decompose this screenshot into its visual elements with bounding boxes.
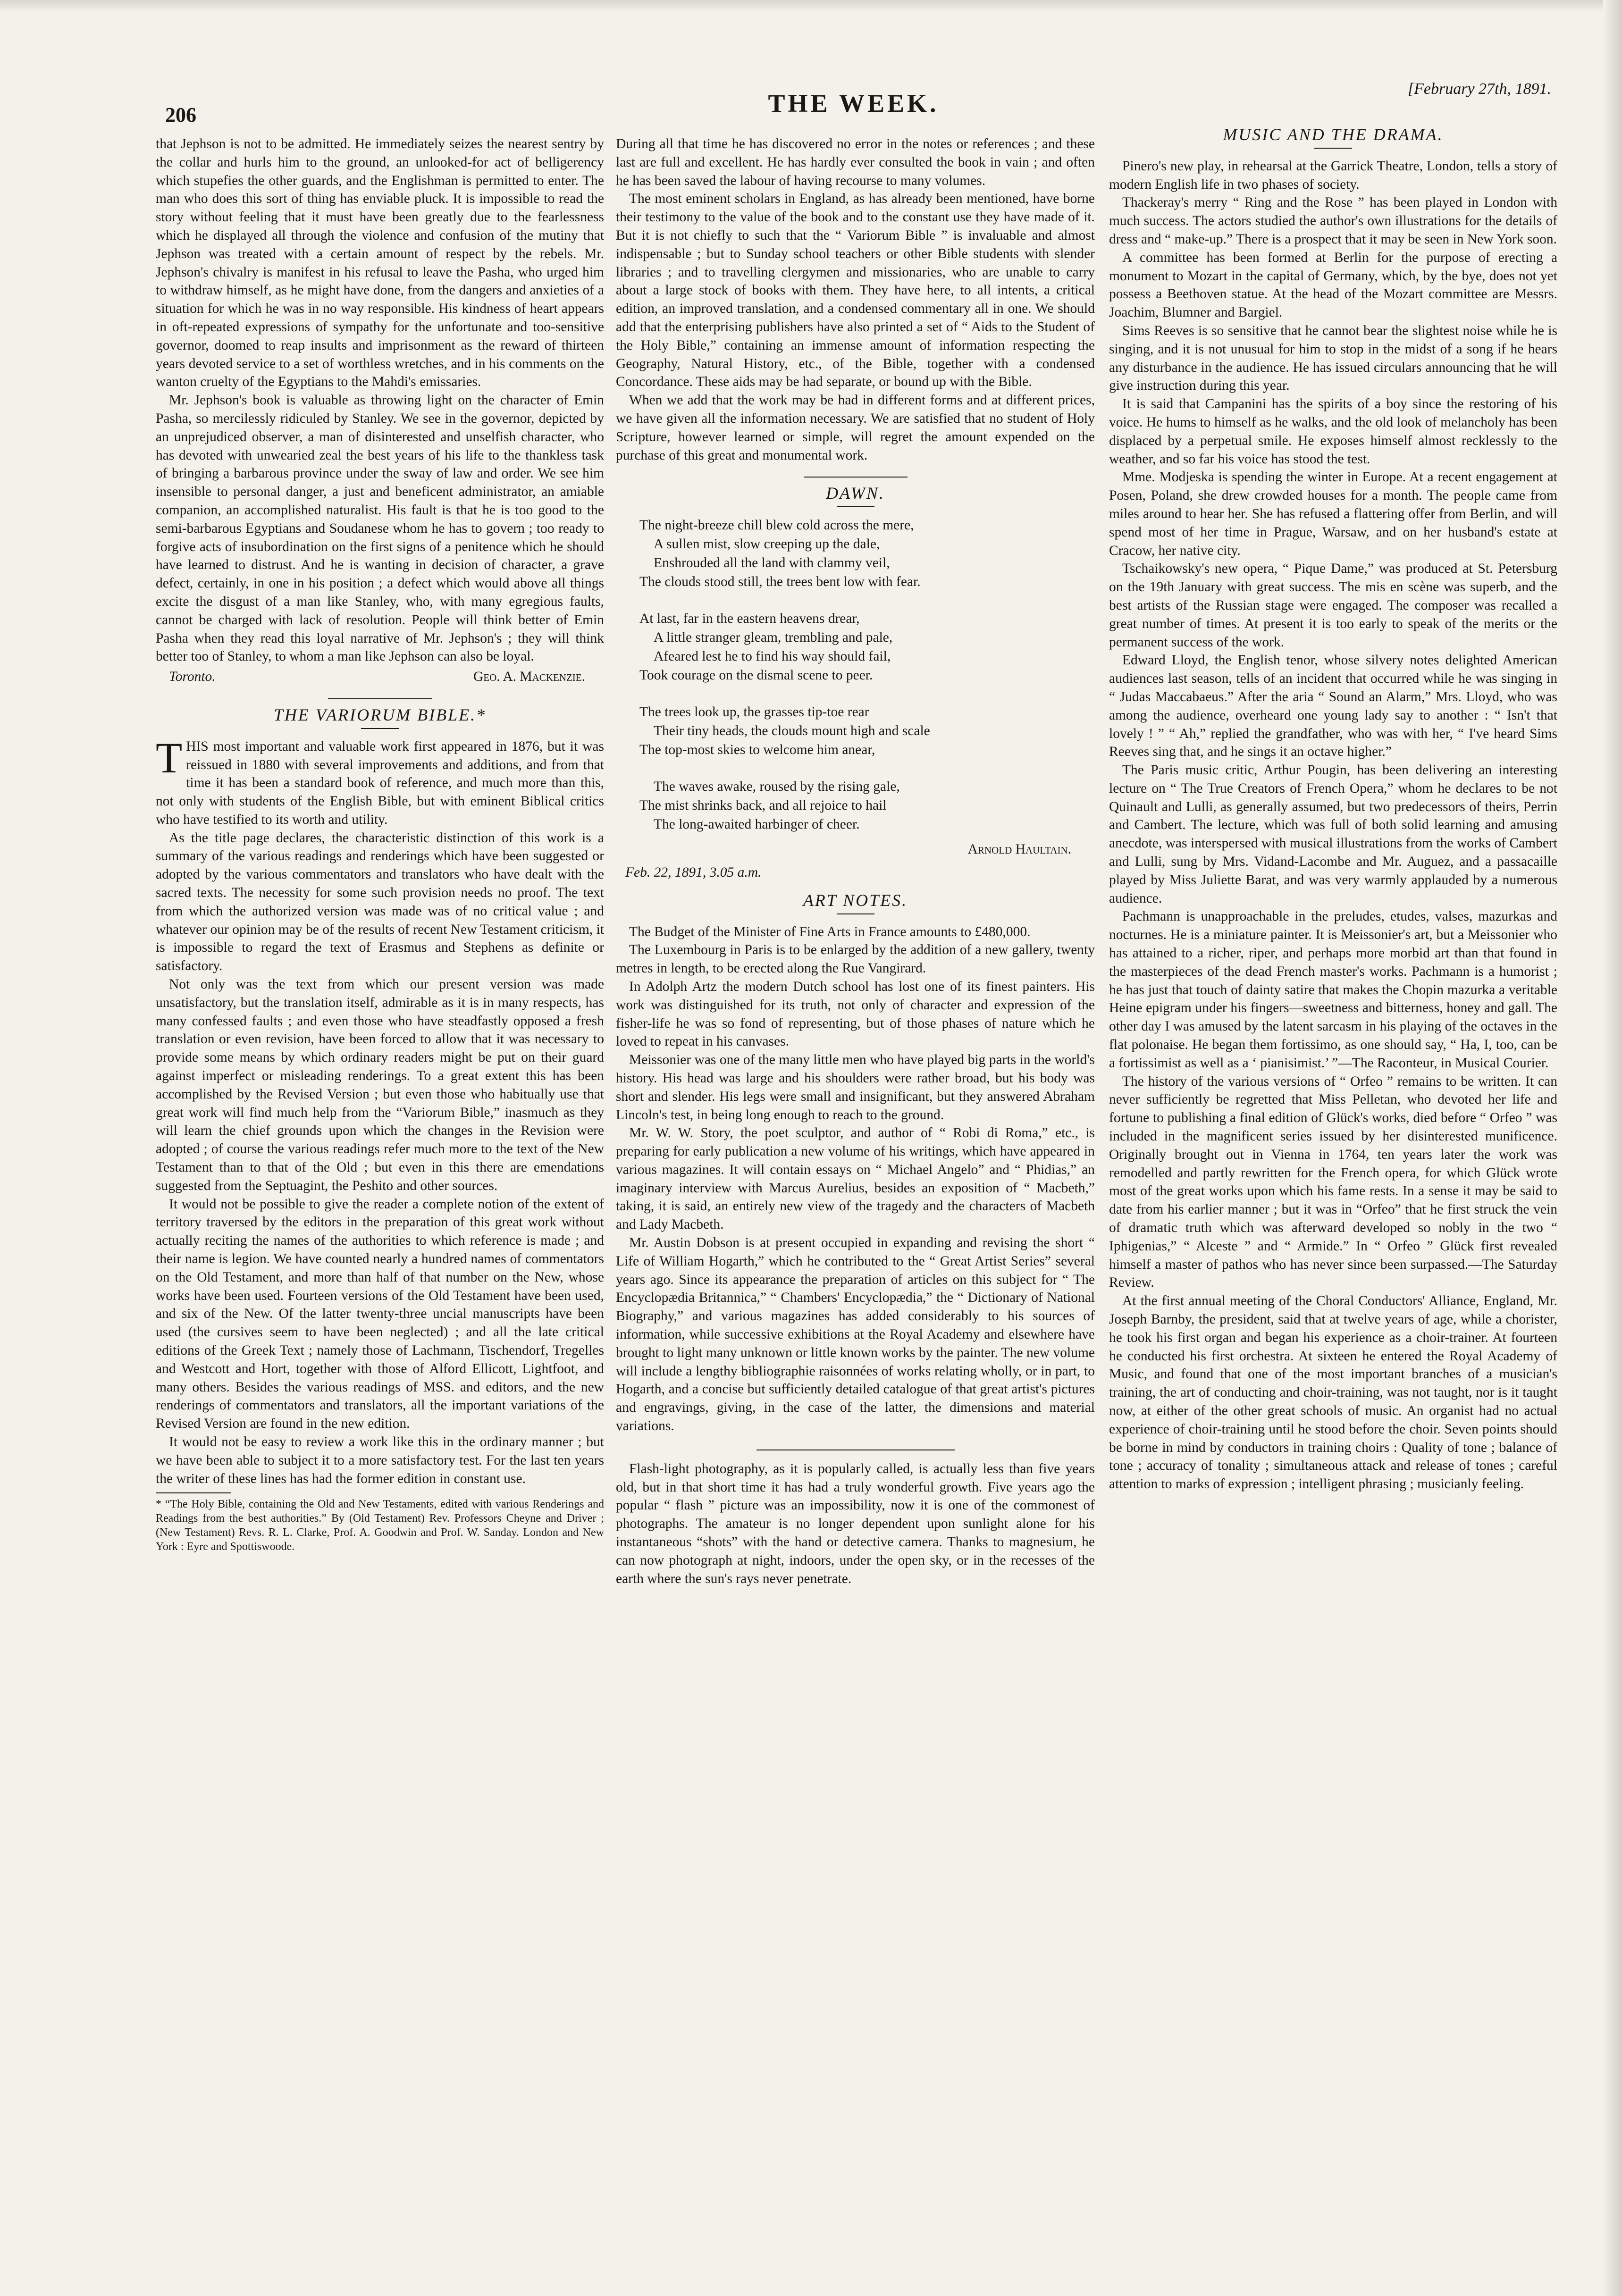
drop-cap: T — [156, 733, 183, 782]
music-note: Pachmann is unapproachable in the preludes, etudes, valses, mazurkas and nocturnes. He is a miniature painter. It is Meissonier's art, but a Meissonier who has attained to a richer, riper, and perhaps more morbid art than that found in the masterpieces of the dead French master's works. Pachmann is a humorist ; he has just that touch of dainty satire that makes the Chopin mazurka a veritable Heine epigram under his fingers—sweetness and bitterness, honey and gall. The other day I was amused by the latent sarcasm in his playing of the octaves in the flat polonaise. He began them fortissimo, as one should say, “ Ha, I, too, can be a fortissimist as well as a ‘ pianisimist.’ ”—The Raconteur, in Musical Courier. — [1109, 909, 1557, 1071]
music-note: Sims Reeves is so sensitive that he cannot bear the slightest noise while he is singing, and it is not unusual for him to stop in the midst of a song if he hears any disturbance in the audience. He has issued circulars announcing that he will give instruction during this year. — [1109, 323, 1557, 394]
poem-line: Enshrouded all the land with clammy veil, — [654, 555, 890, 571]
poem-line: At last, far in the eastern heavens drear, — [639, 611, 860, 627]
art-note: The Budget of the Minister of Fine Arts in France amounts to £480,000. — [629, 924, 1031, 939]
column-1 — [156, 135, 604, 1554]
heading-underline — [1314, 148, 1352, 149]
poem-line: The top-most skies to welcome him anear, — [639, 742, 875, 758]
article-heading: THE VARIORUM BIBLE.* — [273, 705, 487, 724]
heading-underline — [837, 506, 874, 507]
article-paragraph: During all that time he has discovered no error in the notes or references ; and these last are full and excellent. He has hardly ever consulted the book in vain ; and often he has been saved the labour of having recourse to many volumes. — [616, 136, 1095, 188]
section-divider — [328, 698, 432, 699]
issue-date: [February 27th, 1891. — [1407, 80, 1551, 98]
article-paragraph: As the title page declares, the characteristic distinction of this work is a summary of the various readings and renderings which have been suggested or adopted by the various commentators and translators who have dealt with the sacred texts. The necessity for some such provision needs no proof. The text from which the authorized version was made was of no critical value ; and whatever our opinion may be of the results of recent New Testament criticism, it is impossible to regard the text of Erasmus and Stephens as definite or satisfactory. — [156, 830, 604, 974]
art-note: Meissonier was one of the many little men who have played big parts in the world's history. His head was large and his shoulders were rather broad, but his body was short and slender. His legs were small and insignificant, but they answered Abraham Lincoln's test, in being long enough to reach to the ground. — [616, 1052, 1095, 1123]
article-paragraph: THIS most important and valuable work first appeared in 1876, but it was reissued in 1880 with several improvements and additions, and from that time it has been a standard book of reference, and much more than this, not only with students of the English Bible, but with eminent Biblical critics who have testified to its worth and utility. — [156, 733, 604, 827]
signature-name: Geo. A. Mackenzie. — [473, 669, 585, 685]
music-note: Pinero's new play, in rehearsal at the Garrick Theatre, London, tells a story of modern English life in two phases of society. — [1109, 158, 1557, 192]
music-note: A committee has been formed at Berlin for the purpose of erecting a monument to Mozart in the capital of Germany, which, by the bye, does not yet possess a Beethoven statue. At the head of the Mozart committee are Messrs. Joachim, Blumner and Bargiel. — [1109, 250, 1557, 320]
signature-place: Toronto. — [169, 669, 216, 685]
poem-stanza — [639, 609, 1095, 685]
poem-date: Feb. 22, 1891, 3.05 a.m. — [625, 864, 762, 880]
signature — [156, 668, 604, 686]
poem-line: A little stranger gleam, trembling and pale, — [654, 630, 893, 645]
art-note: In Adolph Artz the modern Dutch school has lost one of its finest painters. His work was distinguished for its truth, not only of character and expression of the fisher-life he was so fond of representing, but of those phases of nature which he loved to repeat in his canvases. — [616, 979, 1095, 1049]
heading-underline — [361, 728, 399, 729]
music-note: Tschaikowsky's new opera, “ Pique Dame,” was produced at St. Petersburg on the 19th January with great success. The mis en scène was superb, and the best artists of the Russian stage were engaged. The composer was recalled a great number of times. At present it is too early to speak of the merits or the permanent success of the work. — [1109, 561, 1557, 650]
section-divider — [804, 477, 908, 478]
page-top-edge — [0, 0, 1622, 12]
column-2 — [616, 135, 1095, 1588]
poem-line: The trees look up, the grasses tip-toe rear — [639, 704, 869, 720]
heading-underline — [837, 913, 874, 914]
poem-stanza — [639, 703, 1095, 759]
music-note: At the first annual meeting of the Choral Conductors' Alliance, England, Mr. Joseph Barnby, the president, said that at twelve years of age, while a chorister, he took his first organ and began his experience as a choir-trainer. At fourteen he conducted his first orchestra. At sixteen he entered the Royal Academy of Music, and found that one of the most important branches of a musician's training, the art of conducting and choir-training, was not taught, nor is it taught now, at either of the other great schools of music. An organist had no actual experience of choir-training until he stood before the choir. Seven points should be borne in mind by conductors in training choirs : Quality of tone ; balance of tone ; accuracy of tonality ; simultaneous attack and release of tones ; careful attention to marks of expression ; intelligent phrasing ; musicianly feeling. — [1109, 1293, 1557, 1492]
poem-line: The night-breeze chill blew cold across the mere, — [639, 518, 914, 533]
poem-line: Their tiny heads, the clouds mount high and scale — [654, 723, 930, 739]
article-paragraph: When we add that the work may be had in different forms and at different prices, we have given all the information necessary. We are satisfied that no student of Holy Scripture, however learned or simple, will regret the amount expended on the purchase of this great and monumental work. — [616, 393, 1095, 463]
article-paragraph: It would not be easy to review a work like this in the ordinary manner ; but we have been able to subject it to a more satisfactory test. For the last ten years the writer of these lines has had the former edition in constant use. — [156, 1434, 604, 1486]
poem-stanza — [639, 777, 1095, 834]
art-note: Mr. W. W. Story, the poet sculptor, and author of “ Robi di Roma,” etc., is preparing for early publication a new volume of his writings, which have appeared in various magazines. It will contain essays on “ Michael Angelo” and “ Phidias,” an imaginary interview with Marcus Aurelius, besides an exposition of “ Macbeth,” taking, it is said, an entirely new view of the tragedy and the characters of Macbeth and Lady Macbeth. — [616, 1125, 1095, 1232]
column-3 — [1109, 125, 1557, 1493]
footnote-rule — [156, 1492, 231, 1493]
footnote: * “The Holy Bible, containing the Old and New Testaments, edited with various Renderings and Readings from the best authorities.” By (Old Testament) Rev. Professors Cheyne and Driver ; (New Testament) Revs. R. L. Clarke, Prof. A. Goodwin and Prof. W. Sanday. London and New York : Eyre and Spottiswoode. — [156, 1498, 604, 1553]
poem-line: The long-awaited harbinger of cheer. — [654, 817, 860, 832]
page-header — [156, 80, 1551, 126]
article-paragraph: It would not be possible to give the reader a complete notion of the extent of territory traversed by the editors in the preparation of this great work without actually reciting the names of the authorities to which reference is made ; and their name is legion. We have counted nearly a hundred names of commentators on the Old Testament, and more than half of that number on the New, whose works have been used. Fourteen versions of the Old Testament have been used, and six of the New. Of the latter twenty-three uncial manuscripts have been used (the cursives seem to have been neglected) ; and all the late critical editions of the Greek Text ; namely those of Lachmann, Tischendorf, Tregelles and Westcott and Hort, together with those of Alford Ellicott, Lightfoot, and many others. Besides the various readings of MSS. and editors, and the new renderings of commentators and translators, all the important variations of the Revised Version are found in the new edition. — [156, 1196, 604, 1432]
art-note: Mr. Austin Dobson is at present occupied in expanding and revising the short “ Life of William Hogarth,” which he contributed to the “ Great Artist Series” several years ago. Since its appearance the preparation of articles on this subject for “ The Encyclopædia Britannica,” “ Chambers' Encyclopædia,” the “ Dictionary of National Biography,” and various magazines has added considerably to his sources of information, while successive exhibitions at the Royal Academy and elsewhere have brought to light many unknown or little known works by the painter. The new volume will include a lengthy bibliographie raisonnées of works relating wholly, or in part, to Hogarth, and a concise but sufficiently detailed catalogue of that great artist's pictures and engravings, giving, in the case of the latter, the dimensions and material variations. — [616, 1235, 1095, 1434]
article-paragraph: that Jephson is not to be admitted. He immediately seizes the nearest sentry by the collar and hurls him to the ground, an unlooked-for act of belligerency which stupefies the other guards, and the Englishman is permitted to enter. The man who does this sort of thing has enviable pluck. It is impossible to read the story without feeling that it must have been greatly due to the fearlessness which he displayed all through the violence and confusion of the mutiny that Jephson was treated with a certain amount of respect by the rebels. Mr. Jephson's chivalry is manifest in his refusal to leave the Pasha, who urged him to withdraw himself, as he might have done, from the dangers and anxieties of a situation for which he was in no way responsible. His kindness of heart appears in oft-repeated expressions of sympathy for the unfortunate and too-sensitive governor, doomed to reap insults and imprisonment as the reward of thirteen years devoted service to a set of worthless wretches, and in his comments on the wanton cruelty of the Egyptians to the Mahdi's emissaries. — [156, 136, 604, 390]
poem-line: Afeared lest he to find his way should fail, — [654, 649, 891, 664]
section-heading: MUSIC AND THE DRAMA. — [1223, 125, 1444, 144]
music-note: The history of the various versions of “ Orfeo ” remains to be written. It can never sufficiently be regretted that Miss Pelletan, who devoted her life and fortune to publishing a final edition of Glück's works, died before “ Orfeo ” was included in the magnificent series issued by her disinterested munificence. Originally brought out in Vienna in 1764, ten years later the work was remodelled and partly rewritten for the French opera, for which Glück wrote most of the great works upon which his fame rests. In a sense it may be said to date from his earlier manner ; but it was in “Orfeo” that he first struck the vein of dramatic truth which was afterward developed so nobly in the two “ Iphigenias,” “ Alceste ” and “ Armide.” In “ Orfeo ” Glück first revealed himself a master of pathos who has never since been surpassed.—The Saturday Review. — [1109, 1073, 1557, 1290]
poem-line: The waves awake, roused by the rising gale, — [654, 779, 900, 795]
poem-line: Took courage on the dismal scene to peer. — [639, 668, 873, 683]
poem-stanza — [639, 516, 1095, 591]
poem-line: A sullen mist, slow creeping up the dale, — [654, 536, 880, 552]
music-note: Edward Lloyd, the English tenor, whose silvery notes delighted American audiences last season, tells of an incident that occurred while he was singing in “ Judas Maccabaeus.” After the aria “ Sound an Alarm,” Mrs. Lloyd, who was among the audience, overheard one young lady say to another : “ Isn't that lovely ! ” “ Ah,” replied the grandfather, who was with her, “ I've heard Sims Reeves sing that, and he sings it an octave higher.” — [1109, 653, 1557, 760]
art-note: The Luxembourg in Paris is to be enlarged by the addition of a new gallery, twenty metres in length, to be erected along the Rue Vangirard. — [616, 942, 1095, 976]
masthead-title: THE WEEK. — [768, 89, 939, 117]
page-number: 206 — [165, 103, 196, 126]
poem-line: The clouds stood still, the trees bent low with fear. — [639, 574, 921, 590]
article-paragraph: Mr. Jephson's book is valuable as throwing light on the character of Emin Pasha, so mercilessly ridiculed by Stanley. We see in the governor, depicted by an unprejudiced observer, a man of disinterested and unselfish character, who has devoted with unwearied zeal the best years of his life to the thankless task of bringing a barbarous province under the sway of law and order. We see him insensible to personal danger, a just and beneficent administrator, an amiable companion, an accomplished naturalist. His fault is that he is too good to the semi-barbarous Egyptians and Soudanese whom he has to govern ; too ready to forgive acts of insubordination on the first signs of a penitence which he should have learned to distrust. And he is wanting in decision of character, a grave defect, certainly, in one in his position ; a defect which would above all things excite the disgust of a man like Stanley, who, with many egregious faults, cannot be charged with lack of resolution. People will think better of Emin Pasha when they read this loyal narrative of Mr. Jephson's ; they will think better too of Stanley, to whom a man like Jephson can also be loyal. — [156, 393, 604, 664]
article-paragraph: Not only was the text from which our present version was made unsatisfactory, but the translation itself, admirable as it is in many respects, has many confessed faults ; and even those who have steadfastly opposed a fresh translation or even revision, have been forced to allow that it was necessary to provide some means by which ordinary readers might be put on their guard against imperfect or misleading renderings. To a great extent this has been accomplished by the Revised Version ; but even those who habitually use that great work will find much help from the “Variorum Bible,” inasmuch as they will learn the chief grounds upon which the changes in the Revision were adopted ; of course the various readings refer much more to the text of the New Testament than to that of the Old ; but even in this there are emendations suggested from the Septuagint, the Peshito and other sources. — [156, 977, 604, 1193]
article-heading: ART NOTES. — [803, 890, 908, 910]
music-note: It is said that Campanini has the spirits of a boy since the restoring of his voice. He hums to himself as he walks, and the old look of melancholy has been displaced by a perpetual smile. He exposes himself almost recklessly to the weather, and so far his voice has stood the test. — [1109, 396, 1557, 467]
poem-title: DAWN. — [826, 484, 885, 503]
poem — [616, 516, 1095, 834]
poem-author: Arnold Haultain. — [967, 842, 1071, 857]
page-right-edge — [1603, 0, 1622, 2296]
music-note: The Paris music critic, Arthur Pougin, has been delivering an interesting lecture on “ The True Creators of French Opera,” whom he declares to be not Quinault and Lulli, as generally assumed, but two predecessors of theirs, Perrin and Cambert. The lecture, which was full of both solid learning and amusing anecdote, was interspersed with musical illustrations from the works of Cambert and Lulli, sung by Mrs. Vidand-Lacombe and Mr. Auguez, and a passacaille played by Miss Juliette Barat, and was very warmly applauded by a numerous audience. — [1109, 763, 1557, 906]
music-note: Thackeray's merry “ Ring and the Rose ” has been played in London with much success. The actors studied the author's own illustrations for the details of dress and “ make-up.” There is a prospect that it may be seen in New York soon. — [1109, 195, 1557, 247]
article-paragraph: The most eminent scholars in England, as has already been mentioned, have borne their testimony to the value of the book and to the constant use they have made of it. But it is not chiefly to such that the “ Variorum Bible ” is invaluable and almost indispensable ; but to Sunday school teachers or other Bible students with slender libraries ; and to travelling clergymen and missionaries, who are unable to carry about a large stock of books with them. They have here, to all intents, a critical edition, an improved translation, and a condensed commentary all in one. We should add that the enterprising publishers have also printed a set of “ Aids to the Student of the Holy Bible,” containing an immense amount of information respecting the Geography, Natural History, etc., of the Bible, together with a condensed Concordance. These aids may be had separate, or bound up with the Bible. — [616, 191, 1095, 390]
art-note: Flash-light photography, as it is popularly called, is actually less than five years old, but in that short time it has had a truly wonderful growth. Five years ago the popular “ flash ” picture was an impossibility, now it is one of the commonest of photographs. The amateur is no longer dependent upon sunlight alone for his instantaneous “shots” with the hand or detective camera. Thanks to magnesium, he can now photograph at night, indoors, under the open sky, or in the recesses of the earth where the sun's rays never penetrate. — [616, 1461, 1095, 1586]
music-note: Mme. Modjeska is spending the winter in Europe. At a recent engagement at Posen, Poland, she drew crowded houses for a month. The people came from miles around to hear her. She has refused a flattering offer from Berlin, and will spend most of her time in Prague, Warsaw, and on her husband's estate at Cracow, her native city. — [1109, 469, 1557, 558]
poem-line: The mist shrinks back, and all rejoice to hail — [639, 798, 887, 813]
